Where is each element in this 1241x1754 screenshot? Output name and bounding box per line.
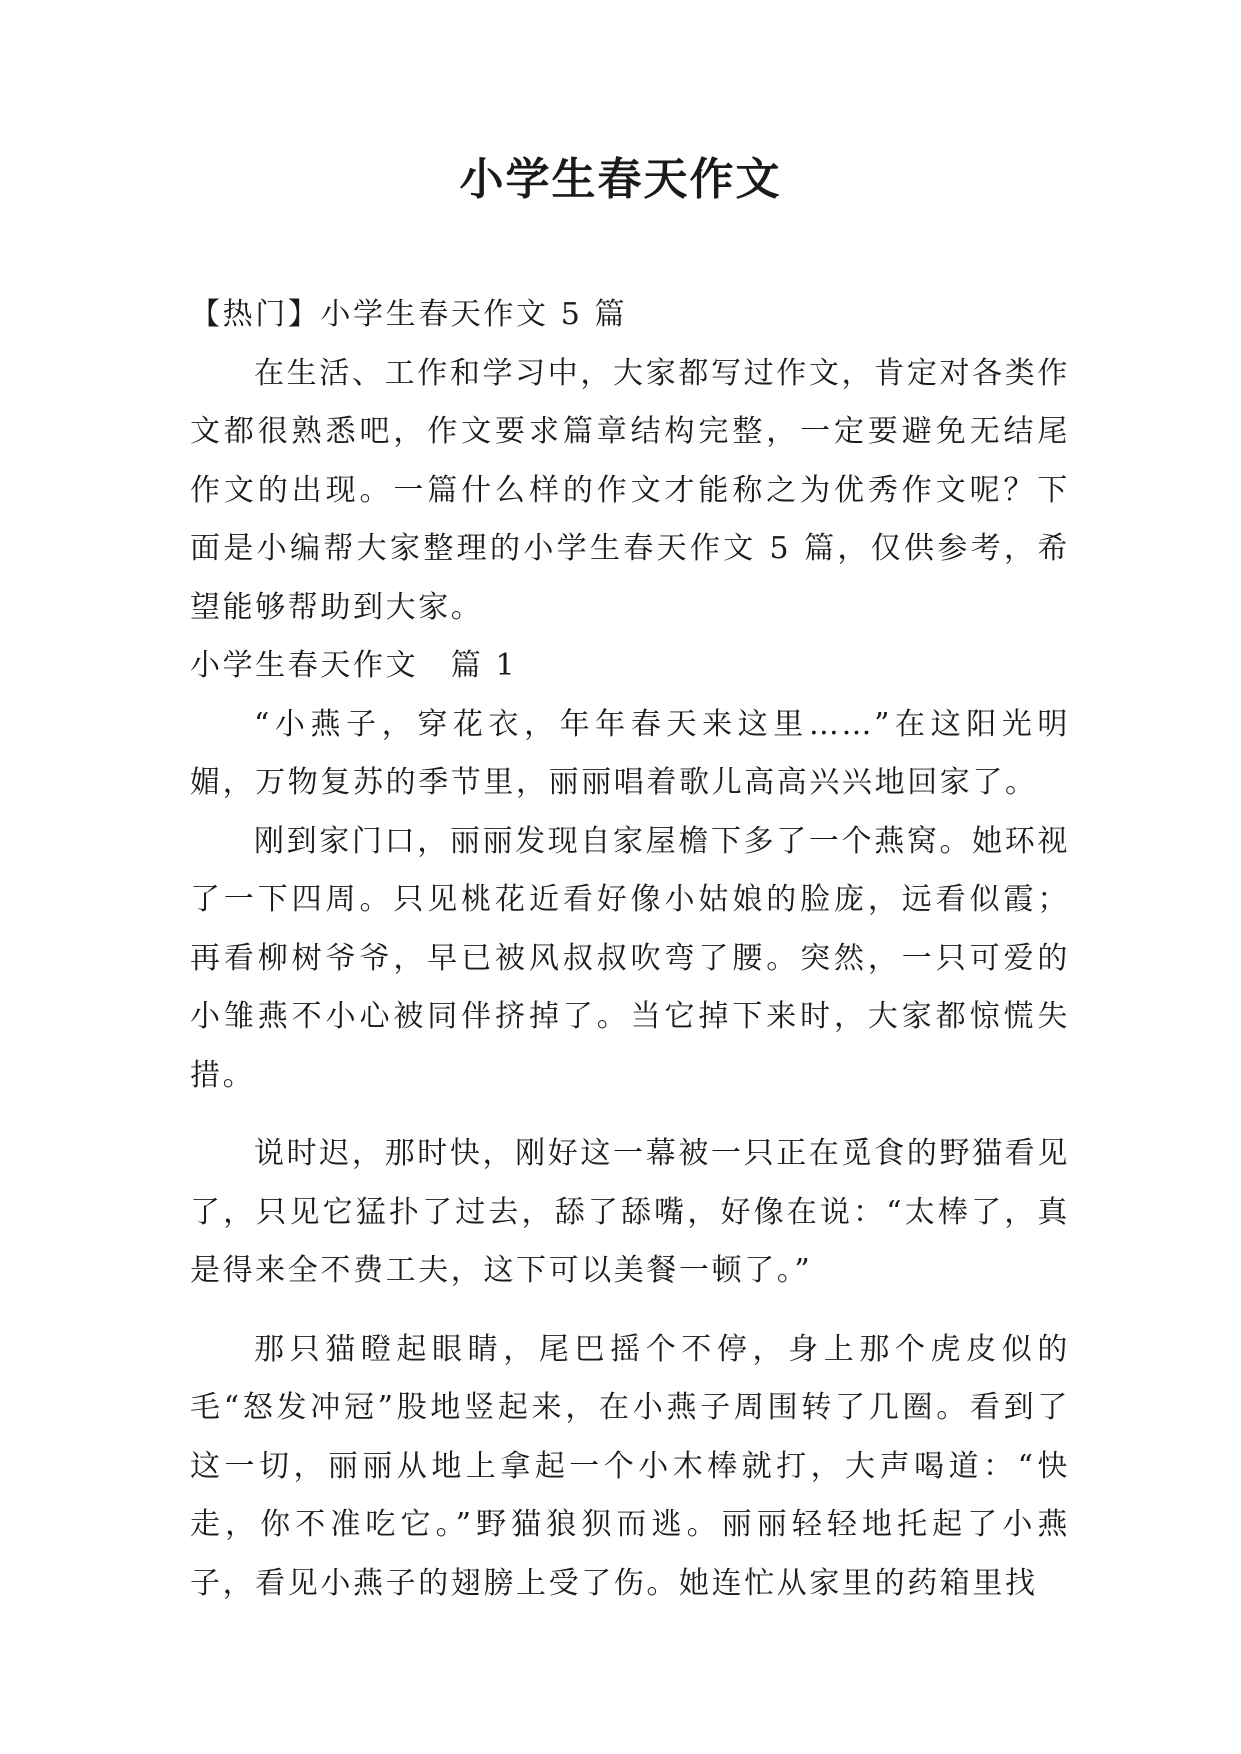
- body-paragraph: 那只猫瞪起眼睛，尾巴摇个不停，身上那个虎皮似的毛“怒发冲冠”股地竖起来，在小燕子周围转了几圈。看到了这一切，丽丽从地上拿起一个小木棒就打，大声喝道：“快走，你不准吃它。”野猫狼狈而逃。丽丽轻轻地托起了小燕子，看见小燕子的翅膀上受了伤。她连忙从家里的药箱里找: [190, 1331, 1070, 1601]
- section-heading: 小学生春天作文 篇 1: [190, 648, 518, 683]
- body-paragraph: 刚到家门口，丽丽发现自家屋檐下多了一个燕窝。她环视了一下四周。只见桃花近看好像小姑娘的脸庞，远看似霞；再看柳树爷爷，早已被风叔叔吹弯了腰。突然，一只可爱的小雏燕不小心被同伴挤掉了。当它掉下来时，大家都惊慌失措。: [190, 823, 1070, 1093]
- body-paragraph: “小燕子，穿花衣，年年春天来这里……”在这阳光明媚，万物复苏的季节里，丽丽唱着歌儿高高兴兴地回家了。: [190, 706, 1070, 800]
- document-body: [190, 286, 1070, 1613]
- document-subtitle: 【热门】小学生春天作文 5 篇: [190, 297, 628, 332]
- intro-paragraph: 在生活、工作和学习中，大家都写过作文，肯定对各类作文都很熟悉吧，作文要求篇章结构完整，一定要避免无结尾作文的出现。一篇什么样的作文才能称之为优秀作文呢？下面是小编帮大家整理的小学生春天作文 5 篇，仅供参考，希望能够帮助到大家。: [190, 355, 1070, 625]
- body-paragraph: 说时迟，那时快，刚好这一幕被一只正在觅食的野猫看见了，只见它猛扑了过去，舔了舔嘴，好像在说：“太棒了，真是得来全不费工夫，这下可以美餐一顿了。”: [190, 1136, 1070, 1288]
- document-title: 小学生春天作文: [459, 154, 782, 205]
